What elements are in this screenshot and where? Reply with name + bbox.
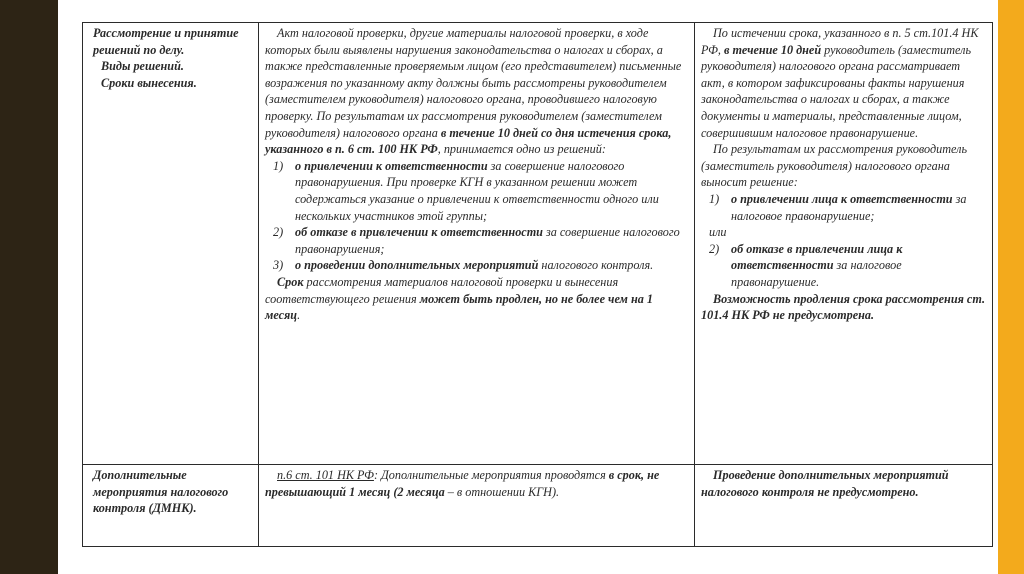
row2-special-cell — [695, 465, 993, 547]
comparison-table-container — [82, 22, 992, 546]
row1-title: Рассмотрение и принятие решений по делу. — [93, 26, 239, 57]
table-row — [83, 23, 993, 465]
text-bold: в течение 10 дней — [724, 42, 822, 57]
item-bold: об отказе в привлечении к ответственности — [295, 225, 543, 240]
item-number: 1) — [273, 158, 284, 173]
item-text: за совершение налогового правонарушения. При проверке КГН в указанном решении может содержаться указание о привлечении к ответственности одного или нескольких участников этой группы; — [295, 158, 659, 223]
text: : Дополнительные мероприятия проводятся — [373, 468, 609, 482]
text-bold: в срок, не превышающий 1 месяц (2 месяца — [265, 468, 660, 499]
row2-special-text: Проведение дополнительных мероприятий налогового контроля не предусмотрено. — [701, 468, 949, 499]
row1-general-cell — [259, 23, 695, 465]
item-bold: о привлечении к ответственности — [295, 158, 488, 173]
list-item — [701, 191, 986, 224]
list-item — [265, 158, 688, 224]
right-accent-bar — [998, 0, 1024, 574]
text-bold: Срок — [277, 274, 304, 289]
text: – в отношении КГН). — [444, 484, 560, 499]
row2-title: Дополнительные мероприятия налогового контроля (ДМНК). — [93, 468, 229, 516]
row1-general-term — [265, 274, 688, 324]
item-number: 2) — [273, 225, 284, 240]
row2-header-cell — [83, 465, 259, 547]
text: Акт налоговой проверки, другие материалы налоговой проверки, в ходе которых были выявлены нарушения законодательства о налогах и сборах, а также представленные проверяемым лицом (его представителем) письменные возражения по указанному акту должны быть рассмотрены руководителем (заместителем руководителя) налогового органа, проводившего налоговую проверку. По результатам их рассмотрения руководителем (заместителем руководителя) налогового органа — [265, 26, 682, 140]
item-number: 3) — [273, 258, 284, 273]
or-connector: или — [709, 225, 727, 240]
text-underlined: п.6 ст. 101 НК РФ — [277, 468, 374, 482]
row1-types: Виды решений. — [101, 59, 184, 74]
list-item — [265, 224, 688, 257]
list-item — [265, 257, 688, 274]
text-bold: в течение 10 дней со дня истечения срока, указанного в п. 6 ст. 100 НК РФ — [265, 125, 672, 157]
row1-special-extension: Возможность продления срока рассмотрения ст. 101.4 НК РФ не предусмотрена. — [701, 291, 986, 323]
text: , принимается одно из решений: — [437, 142, 606, 157]
left-dark-bar — [0, 0, 58, 574]
table-row — [83, 465, 993, 547]
row1-special-result: По результатам их рассмотрения руководитель (заместитель руководителя) налогового органа выносит решение: — [701, 142, 967, 190]
item-bold: о привлечении лица к ответственности — [731, 191, 953, 206]
item-number: 2) — [709, 241, 720, 256]
row1-special-cell — [695, 23, 993, 465]
row2-general-text — [265, 467, 688, 500]
item-bold: об отказе в привлечении лица к ответственности — [731, 241, 903, 273]
text: рассмотрения материалов налоговой проверки и вынесения соответствующего решения — [265, 274, 619, 306]
row1-general-intro — [265, 25, 688, 158]
item-text: за налоговое правонарушение; — [731, 191, 967, 223]
item-number: 1) — [709, 191, 720, 206]
row1-header-cell — [83, 23, 259, 465]
item-bold: о проведении дополнительных мероприятий — [295, 258, 539, 273]
row2-general-cell — [259, 465, 695, 547]
row1-terms: Сроки вынесения. — [101, 75, 197, 90]
item-text: за совершение налогового правонарушения; — [295, 225, 680, 256]
text-bold: может быть продлен, но не более чем на 1 месяц — [265, 291, 653, 323]
comparison-table — [82, 22, 993, 547]
text: . — [297, 308, 301, 323]
list-item — [701, 241, 986, 291]
text: руководитель (заместитель руководителя) налогового органа рассматривает акт, в котором зафиксированы факты нарушения законодательства о налогах и сборах, а также документы и материалы, представленные лицом, совершившим налоговое правонарушение. — [701, 42, 971, 140]
item-text: за налоговое правонарушение. — [731, 258, 902, 289]
item-text: налогового контроля. — [538, 258, 654, 273]
row1-special-intro — [701, 25, 986, 141]
text: По истечении срока, указанного в п. 5 ст.101.4 НК РФ, — [701, 26, 979, 57]
